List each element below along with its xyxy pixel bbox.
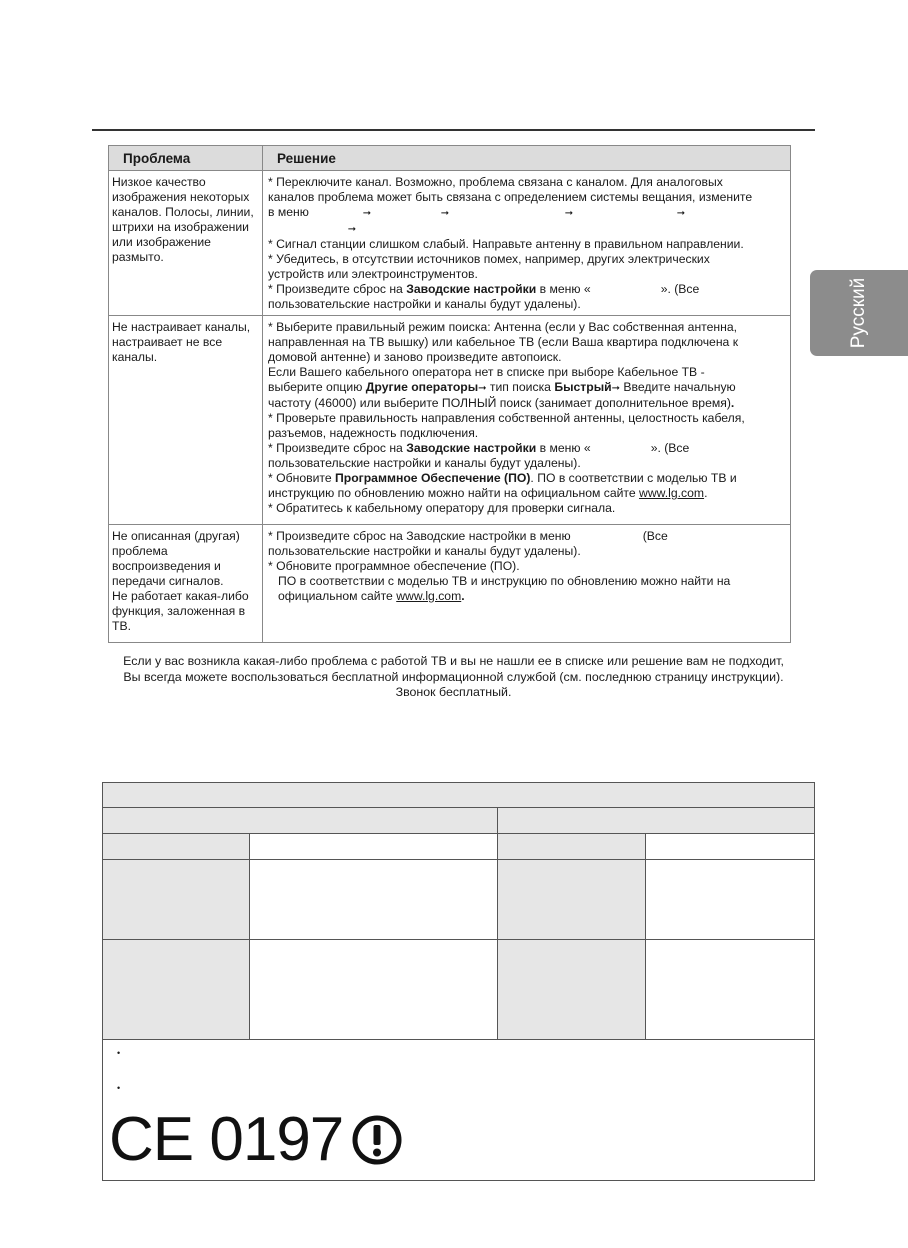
arrow-icon: ➞ [347, 224, 357, 235]
solution-text: . [704, 486, 708, 500]
solution-line [268, 486, 787, 501]
solution-text-bold: Быстрый [554, 380, 612, 394]
solution-cell [263, 171, 791, 316]
solution-line [268, 529, 787, 544]
solution-text: в меню « [536, 282, 591, 296]
top-rule [92, 129, 815, 131]
problem-cell [109, 316, 263, 525]
support-note [92, 654, 815, 701]
solution-text: инструкцию по обновлению можно найти на официальном сайте [268, 486, 640, 500]
arrow-icon: ➞ [440, 208, 450, 219]
spec-bullet: • [117, 1048, 121, 1058]
spec-label-cell [497, 833, 646, 860]
spec-value-cell [645, 859, 815, 940]
solution-text: * Переключите канал [268, 175, 389, 189]
problem-line: Не описанная (другая) [112, 529, 240, 543]
problem-cell [109, 525, 263, 643]
problem-line: или изображение [112, 235, 211, 249]
problem-line: функция, заложенная в [112, 604, 246, 618]
spec-label-cell [102, 939, 250, 1040]
solution-line: * Обратитесь к кабельному оператору для проверки сигнала. [268, 501, 616, 515]
solution-line: пользовательские настройки и каналы будут удалены). [268, 544, 581, 558]
solution-cell [263, 316, 791, 525]
problem-line: проблема [112, 544, 168, 558]
ce-mark-text: CE 0197 [109, 1105, 344, 1174]
solution-line: * Убедитесь, в отсутствии источников помех, например, других электрических [268, 252, 710, 266]
spec-label-cell [497, 859, 646, 940]
support-note-line: Если у вас возникла какая-либо проблема с работой ТВ и вы не нашли ее в списке или решение вам не подходит, [123, 654, 784, 668]
solution-line: пользовательские настройки и каналы будут удалены). [268, 297, 581, 311]
solution-cell [263, 525, 791, 643]
solution-text: в меню [268, 205, 309, 219]
solution-text-bold: Другие операторы [365, 380, 479, 394]
solution-text: тип поиска [486, 380, 555, 394]
solution-text: выберите опцию [268, 380, 366, 394]
table-row [109, 316, 791, 525]
problem-line: размыто. [112, 250, 164, 264]
spec-bullet: • [117, 1083, 121, 1093]
solution-text-bold: . [730, 396, 735, 410]
solution-text: * Произведите сброс на [268, 282, 407, 296]
solution-line [268, 221, 787, 237]
support-note-line: Вы всегда можете воспользоваться бесплатной информационной службой (см. последнюю страницу инструкции). [123, 669, 784, 684]
language-tab [810, 270, 908, 356]
language-tab-label: Русский [848, 277, 869, 349]
solution-line: каналов проблема может быть связана с определением системы вещания, измените [268, 190, 753, 204]
solution-text: * Произведите сброс на [268, 441, 407, 455]
table-header-row [109, 146, 791, 171]
problem-line: ТВ. [112, 619, 131, 633]
solution-text: частоту (46000) или выберите ПОЛНЫЙ поиск (занимает дополнительное время) [268, 396, 731, 410]
solution-line: * Выберите правильный режим поиска: Антенна (если у Вас собственная антенна, [268, 320, 738, 334]
solution-line [268, 441, 787, 456]
solution-text: . Возможно, проблема связана с каналом. Для аналоговых [388, 175, 723, 189]
problem-cell [109, 171, 263, 316]
lg-website-link[interactable]: www.lg.com [396, 589, 462, 603]
spec-group-header-right [497, 807, 815, 834]
problem-header: Проблема [109, 146, 263, 171]
spec-group-header-left [102, 807, 498, 834]
arrow-icon: ➞ [676, 208, 686, 219]
arrow-icon: ➞ [362, 208, 372, 219]
solution-line: ПО в соответствии с моделью ТВ и инструкцию по обновлению можно найти на [278, 574, 731, 588]
solution-text: ». (Все [660, 282, 700, 296]
solution-line: * Проверьте правильность направления собственной антенны, целостность кабеля, [268, 411, 745, 425]
problem-line: каналы. [112, 350, 158, 364]
solution-line: домовой антенне) и заново произведите автопоиск. [268, 350, 562, 364]
specification-box [102, 782, 815, 1181]
solution-text: * Произведите сброс на Заводские настройки в меню [268, 529, 571, 543]
spec-value-cell [645, 939, 815, 1040]
solution-text-bold: Программное Обеспечение (ПО) [335, 471, 531, 485]
solution-line [268, 175, 787, 190]
spec-value-cell [249, 859, 498, 940]
spec-value-cell [249, 833, 498, 860]
solution-line: * Обновите программное обеспечение (ПО). [268, 559, 520, 573]
table-row [109, 525, 791, 643]
arrow-icon: ➞ [564, 208, 574, 219]
solution-line [268, 380, 787, 396]
solution-text-bold: Заводские настройки [406, 441, 537, 455]
solution-text-bold: . [461, 589, 465, 603]
spec-value-cell [645, 833, 815, 860]
spec-label-cell [497, 939, 646, 1040]
spec-label-cell [102, 859, 250, 940]
solution-text: ». (Все [650, 441, 690, 455]
solution-line [268, 471, 787, 486]
lg-website-link[interactable]: www.lg.com [639, 486, 705, 500]
solution-header: Решение [263, 146, 791, 171]
solution-text: . ПО в соответствии с моделью ТВ и [530, 471, 737, 485]
arrow-icon: ➞ [611, 383, 620, 394]
solution-text: (Все [642, 529, 668, 543]
solution-line [268, 396, 787, 411]
problem-line: Низкое качество [112, 175, 206, 189]
table-row [109, 171, 791, 316]
solution-line: * Сигнал станции слишком слабый. Направьте антенну в правильном направлении. [268, 237, 744, 251]
spec-title-bar [102, 782, 815, 808]
problem-line: каналов. Полосы, линии, [112, 205, 254, 219]
solution-line [268, 282, 787, 297]
problem-line: Не настраивает каналы, [112, 320, 251, 334]
problem-line: передачи сигналов. [112, 574, 224, 588]
solution-text: * Обновите [268, 471, 335, 485]
support-note-line: Звонок бесплатный. [395, 685, 512, 699]
solution-text: Введите начальную [620, 380, 736, 394]
solution-line [268, 589, 787, 604]
ce-mark [109, 1106, 403, 1174]
spec-label-cell [102, 833, 250, 860]
spec-value-cell [249, 939, 498, 1040]
solution-text-bold: Заводские настройки [406, 282, 537, 296]
alert-class2-icon [351, 1114, 403, 1166]
solution-line [268, 205, 787, 221]
troubleshooting-table [108, 145, 791, 643]
problem-line: штрихи на изображении [112, 220, 249, 234]
solution-text: официальном сайте [278, 589, 397, 603]
solution-line: устройств или электроинструментов. [268, 267, 478, 281]
solution-line: Если Вашего кабельного оператора нет в списке при выборе Кабельное ТВ - [268, 365, 705, 379]
problem-line: воспроизведения и [112, 559, 221, 573]
solution-line: разъемов, надежность подключения. [268, 426, 479, 440]
problem-line: изображения некоторых [112, 190, 250, 204]
solution-line: направленная на ТВ вышку) или кабельное ТВ (если Ваша квартира подключена к [268, 335, 739, 349]
arrow-icon: ➞ [478, 383, 487, 394]
problem-line: Не работает какая-либо [112, 589, 249, 603]
solution-line: пользовательские настройки и каналы будут удалены). [268, 456, 581, 470]
solution-text: в меню « [536, 441, 591, 455]
problem-line: настраивает не все [112, 335, 223, 349]
